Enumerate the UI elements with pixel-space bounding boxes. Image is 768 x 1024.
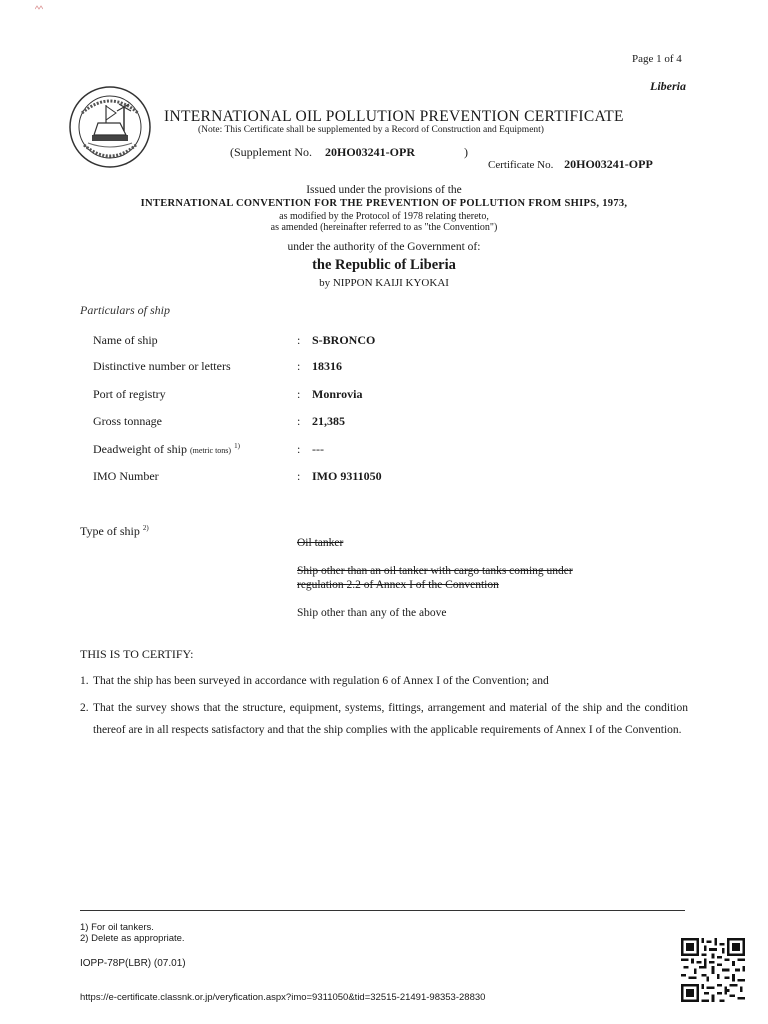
certificate-number: 20HO03241-OPP [564,157,653,171]
port-of-registry-label: Port of registry [93,387,166,401]
gross-tonnage-label: Gross tonnage [93,414,162,428]
separator-colon: : [297,333,301,347]
separator-colon: : [297,387,301,401]
supplement-row [230,145,468,160]
ship-type-option-other: Ship other than any of the above [297,607,447,619]
authority-text: under the authority of the Government of: [287,241,481,253]
liberia-seal-icon [68,85,152,169]
certificate-label: Certificate No. [488,159,554,171]
ship-type-option-cargo-tanks-line2: regulation 2.2 of Annex I of the Convention [297,579,499,591]
imo-number-value: IMO 9311050 [312,469,382,483]
certify-heading: THIS IS TO CERTIFY: [80,647,194,661]
deadweight-value: --- [312,442,324,456]
deadweight-label-text: Deadweight of ship [93,442,187,456]
ship-name-value: S-BRONCO [312,333,376,347]
clause-number: 1. [80,675,89,687]
amended-text: as amended (hereinafter referred to as "the Convention") [270,222,498,233]
ship-type-label [80,524,149,539]
supplement-number: 20HO03241-OPR [325,145,415,159]
footnote-1: 1) For oil tankers. [80,922,154,933]
certificate-title: INTERNATIONAL OIL POLLUTION PREVENTION CERTIFICATE [164,108,624,125]
separator-colon: : [297,359,301,373]
corner-mark-icon [35,5,43,10]
footnote-ref: 2) [142,524,149,532]
ship-type-option-cargo-tanks-line1: Ship other than an oil tanker with cargo tanks coming under [297,565,573,577]
separator-colon: : [297,442,301,456]
verification-url[interactable]: https://e-certificate.classnk.or.jp/veryfication.aspx?imo=9311050&tid=32515-21491-98353-28830 [80,992,486,1003]
issued-under-text: Issued under the provisions of the [306,184,462,196]
distinctive-number-value: 18316 [312,359,342,373]
ship-type-label-text: Type of ship [80,524,140,538]
gross-tonnage-value: 21,385 [312,414,345,428]
government-name: the Republic of Liberia [312,257,456,273]
footnote-2: 2) Delete as appropriate. [80,933,185,944]
footnote-ref: 1) [234,442,240,450]
footnote-divider [80,910,685,911]
qr-code-icon[interactable] [681,938,745,1002]
ship-type-option-oil-tanker: Oil tanker [297,537,344,549]
clause-text: That the survey shows that the structure, equipment, systems, fittings, arrangement and material of the ship and the condition thereof are in all respects satisfactory and that the ship complies with the applicable requirements of Annex I of the Convention. [93,702,688,736]
protocol-text: as modified by the Protocol of 1978 relating thereto, [279,211,489,222]
convention-name: INTERNATIONAL CONVENTION FOR THE PREVENTION OF POLLUTION FROM SHIPS, 1973, [140,198,628,209]
port-of-registry-value: Monrovia [312,387,363,401]
deadweight-unit: (metric tons) [189,446,232,455]
certificate-row [488,157,653,172]
certify-clause-2 [80,702,690,768]
country-label: Liberia [650,79,686,93]
clause-number: 2. [80,702,89,714]
separator-colon: : [297,414,301,428]
page-number: Page 1 of 4 [632,53,682,65]
separator-colon: : [297,469,301,483]
issuing-organization: by NIPPON KAIJI KYOKAI [319,277,449,289]
certificate-note: (Note: This Certificate shall be supplemented by a Record of Construction and Equipment) [198,125,544,135]
deadweight-label [93,442,240,457]
particulars-heading: Particulars of ship [80,303,171,317]
distinctive-number-label: Distinctive number or letters [93,359,231,373]
form-code: IOPP-78P(LBR) (07.01) [80,958,186,969]
certify-clause-1 [80,675,690,697]
clause-text: That the ship has been surveyed in accordance with regulation 6 of Annex I of the Convention; and [93,675,549,687]
supplement-label: (Supplement No. [230,145,312,159]
imo-number-label: IMO Number [93,469,159,483]
ship-name-label: Name of ship [93,333,158,347]
supplement-close: ) [464,145,468,159]
